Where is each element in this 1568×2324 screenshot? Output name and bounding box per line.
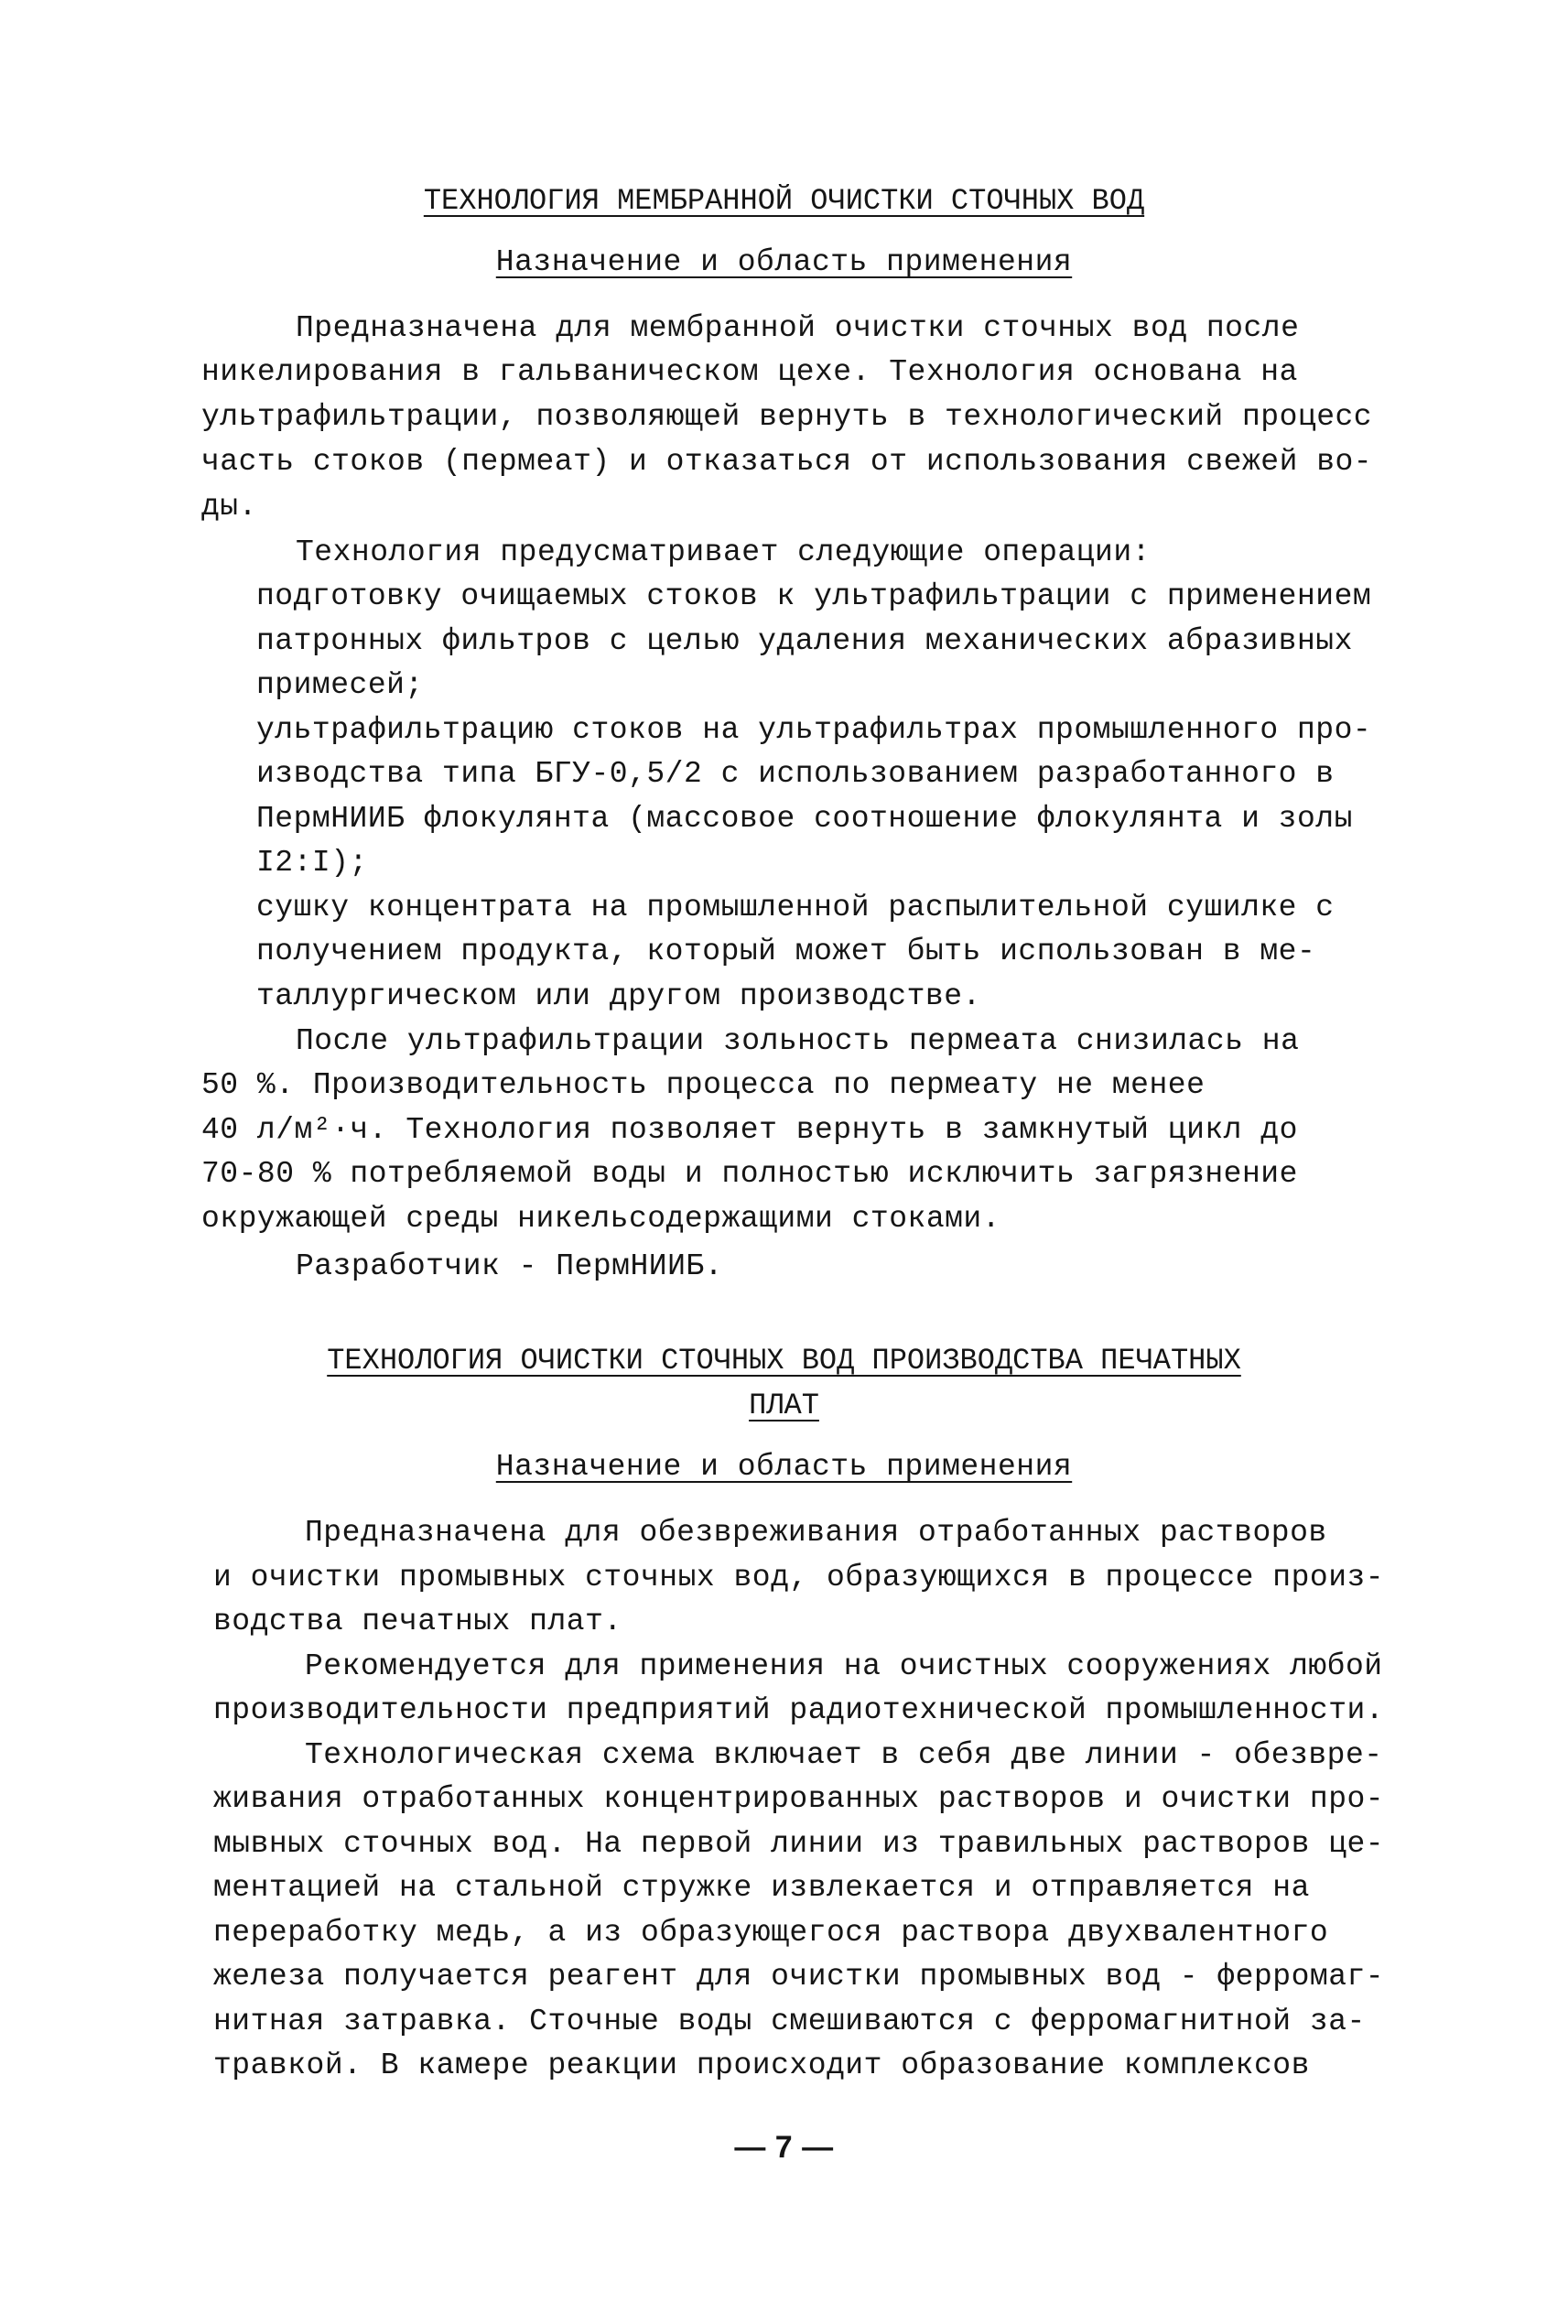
- list-item-line: I2:I);: [256, 846, 368, 880]
- paragraph-line: 40 л/м²·ч. Технология позволяет вернуть в замкнутый цикл до: [201, 1113, 1298, 1147]
- paragraph-line: производительности предприятий радиотехнической промышленности.: [213, 1693, 1385, 1727]
- list-item-line: ультрафильтрацию стоков на ультрафильтрах промышленного про-: [256, 713, 1372, 747]
- list-item-line: ПермНИИБ флокулянта (массовое соотношение флокулянта и золы: [256, 802, 1353, 836]
- paragraph-line: ды.: [201, 490, 257, 524]
- paragraph-line: После ультрафильтрации зольность пермеата снизилась на: [296, 1024, 1300, 1058]
- list-item-line: подготовку очищаемых стоков к ультрафильтрации с применением: [256, 579, 1372, 613]
- page-number: — 7 —: [734, 2130, 834, 2165]
- paragraph-line: водства печатных плат.: [213, 1605, 622, 1638]
- list-item-line: таллургическом или другом производстве.: [256, 979, 981, 1013]
- paragraph-line: мывных сточных вод. На первой линии из травильных растворов це-: [213, 1827, 1385, 1861]
- paragraph-line: ультрафильтрации, позволяющей вернуть в технологический процесс: [201, 400, 1373, 434]
- section-title: ТЕХНОЛОГИЯ ОЧИСТКИ СТОЧНЫХ ВОД ПРОИЗВОДСТВА ПЕЧАТНЫХ: [327, 1344, 1241, 1378]
- list-item-line: получением продукта, который может быть использован в ме-: [256, 935, 1316, 968]
- paragraph-line: травкой. В камере реакции происходит образование комплексов: [213, 2048, 1310, 2082]
- section-subtitle: Назначение и область применения: [495, 245, 1073, 279]
- section-title-continuation: ПЛАТ: [749, 1389, 819, 1422]
- paragraph-line: никелирования в гальваническом цехе. Технология основана на: [201, 355, 1298, 389]
- paragraph-line: и очистки промывных сточных вод, образующихся в процессе произ-: [213, 1561, 1385, 1594]
- paragraph-line: Предназначена для мембранной очистки сточных вод после: [296, 311, 1300, 345]
- list-item-line: сушку концентрата на промышленной распылительной сушилке с: [256, 891, 1335, 924]
- list-item-line: примесей;: [256, 668, 424, 702]
- paragraph-line: окружающей среды никельсодержащими стоками.: [201, 1202, 1001, 1236]
- paragraph-line: ментацией на стальной стружке извлекается и отправляется на: [213, 1871, 1310, 1905]
- paragraph-line: Технологическая схема включает в себя две линии - обезвре-: [305, 1738, 1383, 1772]
- paragraph-line: Рекомендуется для применения на очистных сооружениях любой: [305, 1649, 1383, 1683]
- section-subtitle: Назначение и область применения: [495, 1450, 1073, 1484]
- paragraph-line: Технология предусматривает следующие операции:: [296, 535, 1151, 569]
- list-item-line: патронных фильтров с целью удаления механических абразивных: [256, 624, 1353, 658]
- section-title: ТЕХНОЛОГИЯ МЕМБРАННОЙ ОЧИСТКИ СТОЧНЫХ ВОД: [423, 184, 1145, 218]
- paragraph-line: переработку медь, а из образующегося раствора двухвалентного: [213, 1916, 1329, 1950]
- paragraph-line: 50 %. Производительность процесса по пермеату не менее: [201, 1068, 1206, 1102]
- paragraph-line: железа получается реагент для очистки промывных вод - ферромаг-: [213, 1960, 1385, 1994]
- paragraph-line: часть стоков (пермеат) и отказаться от использования свежей во-: [201, 445, 1373, 479]
- developer-line: Разработчик - ПермНИИБ.: [296, 1249, 723, 1283]
- paragraph-line: 70-80 % потребляемой воды и полностью исключить загрязнение: [201, 1157, 1298, 1191]
- paragraph-line: нитная затравка. Сточные воды смешиваются с ферромагнитной за-: [213, 2005, 1366, 2038]
- list-item-line: изводства типа БГУ-0,5/2 с использованием разработанного в: [256, 757, 1335, 791]
- paragraph-line: Предназначена для обезвреживания отработанных растворов: [305, 1516, 1327, 1550]
- paragraph-line: живания отработанных концентрированных растворов и очистки про-: [213, 1782, 1385, 1816]
